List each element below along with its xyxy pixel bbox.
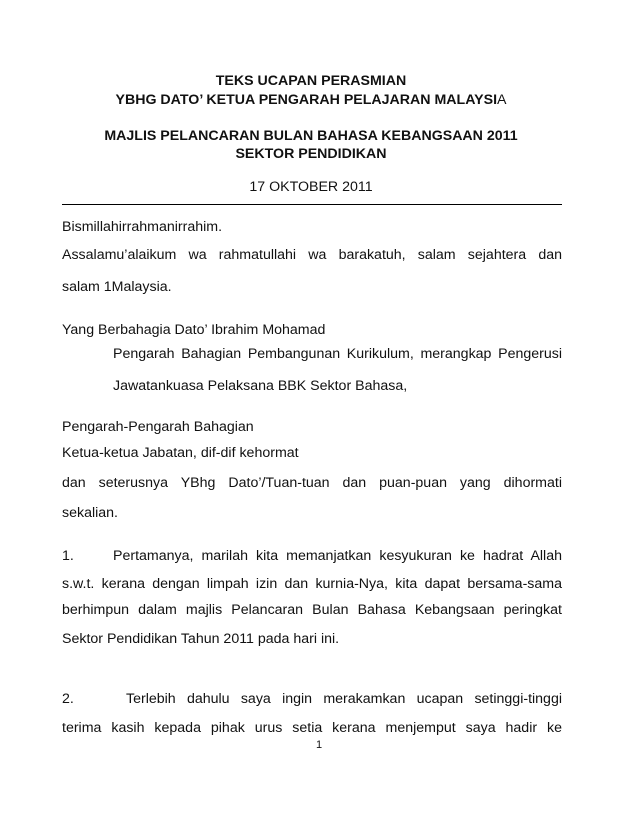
address-line: Jawatankuasa Pelaksana BBK Sektor Bahasa, — [113, 378, 408, 394]
paragraph-line: Terlebih dahulu saya ingin merakamkan ucapan setinggi-tinggi — [126, 691, 562, 707]
speaker-title-main: YBHG DATO’ KETUA PENGARAH PELAJARAN MALAYSI — [115, 92, 498, 108]
document-title: TEKS UCAPAN PERASMIAN — [215, 73, 407, 89]
speaker-title-tail: A — [497, 92, 507, 108]
address-line: Ketua-ketua Jabatan, dif-dif kehormat — [62, 445, 299, 461]
address-line: dan seterusnya YBhg Dato’/Tuan-tuan dan puan-puan yang dihormati — [62, 475, 562, 491]
speaker-title — [60, 91, 562, 109]
paragraph-line: berhimpun dalam majlis Pelancaran Bulan Bahasa Kebangsaan peringkat — [62, 602, 562, 618]
address-line: sekalian. — [62, 505, 118, 521]
event-subtitle: SEKTOR PENDIDIKAN — [235, 146, 387, 162]
speech-date: 17 OKTOBER 2011 — [249, 179, 373, 195]
paragraph-line: Pertamanya, marilah kita memanjatkan kesyukuran ke hadrat Allah — [113, 548, 562, 564]
paragraph-line: Sektor Pendidikan Tahun 2011 pada hari ini. — [62, 631, 340, 647]
greeting-line: salam 1Malaysia. — [62, 279, 172, 295]
address-line: Yang Berbahagia Dato’ Ibrahim Mohamad — [62, 322, 326, 338]
address-line: Pengarah Bahagian Pembangunan Kurikulum, merangkap Pengerusi — [113, 346, 562, 362]
event-title: MAJLIS PELANCARAN BULAN BAHASA KEBANGSAAN 2011 — [104, 128, 518, 144]
page-number: 1 — [315, 739, 323, 751]
paragraph-line: s.w.t. kerana dengan limpah izin dan kurnia-Nya, kita dapat bersama-sama — [62, 576, 562, 592]
greeting-line: Bismillahirrahmanirrahim. — [62, 219, 223, 235]
header-divider — [62, 204, 562, 205]
paragraph-number: 1. — [62, 548, 74, 564]
paragraph-number: 2. — [62, 691, 74, 707]
greeting-line: Assalamu’alaikum wa rahmatullahi wa barakatuh, salam sejahtera dan — [62, 247, 562, 263]
paragraph-line: terima kasih kepada pihak urus setia kerana menjemput saya hadir ke — [62, 720, 562, 736]
address-line: Pengarah-Pengarah Bahagian — [62, 419, 254, 435]
